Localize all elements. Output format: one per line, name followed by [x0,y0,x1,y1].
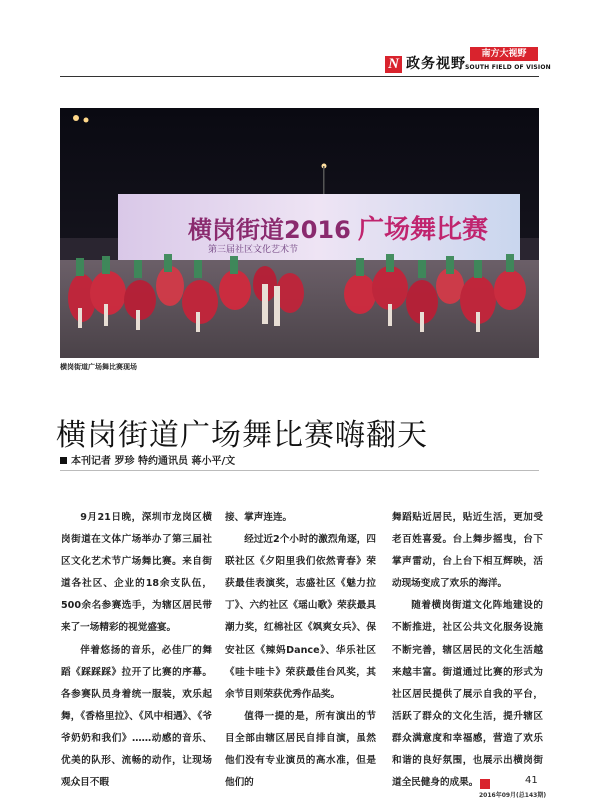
paragraph-text: 随着横岗街道文化阵地建设的不断推进，社区公共文化服务设施不断完善，辖区居民的文化生活越来越丰富。街道通过比赛的形式为社区居民提供了展示自我的平台，活跃了群众的文化生活，提升辖区群众满意度和幸福感，营造了欢乐和谐的良好氛围，也展示出横岗街道全民健身的成果。 [392,600,543,789]
svg-text:广场舞比赛: 广场舞比赛 [358,215,489,245]
end-mark-icon: N [480,779,490,789]
article-headline: 横岗街道广场舞比赛嗨翻天 [56,418,428,453]
article-column-3 [392,507,543,794]
paragraph: 9月21日晚，深圳市龙岗区横岗街道在文体广场举办了第三届社区文化艺术节广场舞比赛。来自街道各社区、企业的18余支队伍，500余名参赛选手，为辖区居民带来了一场精彩的视觉盛宴。 [61,512,212,634]
banner-text: 横岗街道2016 [188,216,351,244]
paragraph: 接、掌声连连。 [225,512,293,523]
article-column-1 [61,507,212,794]
header-divider [60,76,539,77]
page-number: 41 [525,775,538,786]
photo-caption: 横岗街道广场舞比赛现场 [60,363,137,371]
svg-text:第三届社区文化艺术节: 第三届社区文化艺术节 [208,245,299,255]
section-title: 政务视野 [406,56,466,72]
article-column-2 [225,507,376,794]
dance-stage-image [60,108,539,358]
paragraph: 舞蹈贴近居民，贴近生活，更加受老百姓喜爱。台上舞步摇曳，台下掌声雷动，台上台下相互辉映，活动现场变成了欢乐的海洋。 [392,512,543,590]
magazine-logo-icon: N [385,56,402,73]
magazine-subtitle: SOUTH FIELD OF VISION [465,64,551,71]
event-photo [60,108,539,358]
magazine-badge: 南方大视野 [470,47,538,61]
issue-label: 2016年09月(总143期) [479,792,547,799]
paragraph [392,595,543,794]
byline-text: 本刊记者 罗珍 特约通讯员 蒋小平/文 [71,456,236,467]
article-byline [60,452,235,467]
paragraph: 值得一提的是，所有演出的节目全部由辖区居民自排自演，虽然他们没有专业演员的高水准，但是他们的 [225,710,376,789]
paragraph: 伴着悠扬的音乐，必佳厂的舞蹈《踩踩踩》拉开了比赛的序幕。各参赛队员身着统一服装，欢乐起舞，《香格里拉》、《风中相遇》、《爷爷奶奶和我们》……动感的音乐、优美的队形、流畅的动作，让现场观众目不暇 [61,644,212,789]
paragraph: 经过近2个小时的激烈角逐，四联社区《夕阳里我们依然青春》荣获最佳表演奖，志盛社区《魅力拉丁》、六约社区《瑶山歌》荣获最具潮力奖，红棉社区《飒爽女兵》、保安社区《辣妈Dance》、华乐社区《哇卡哇卡》荣获最佳台风奖，其余节目则荣获优秀作品奖。 [225,534,376,700]
byline-divider [60,470,539,471]
byline-square-icon [60,457,67,464]
